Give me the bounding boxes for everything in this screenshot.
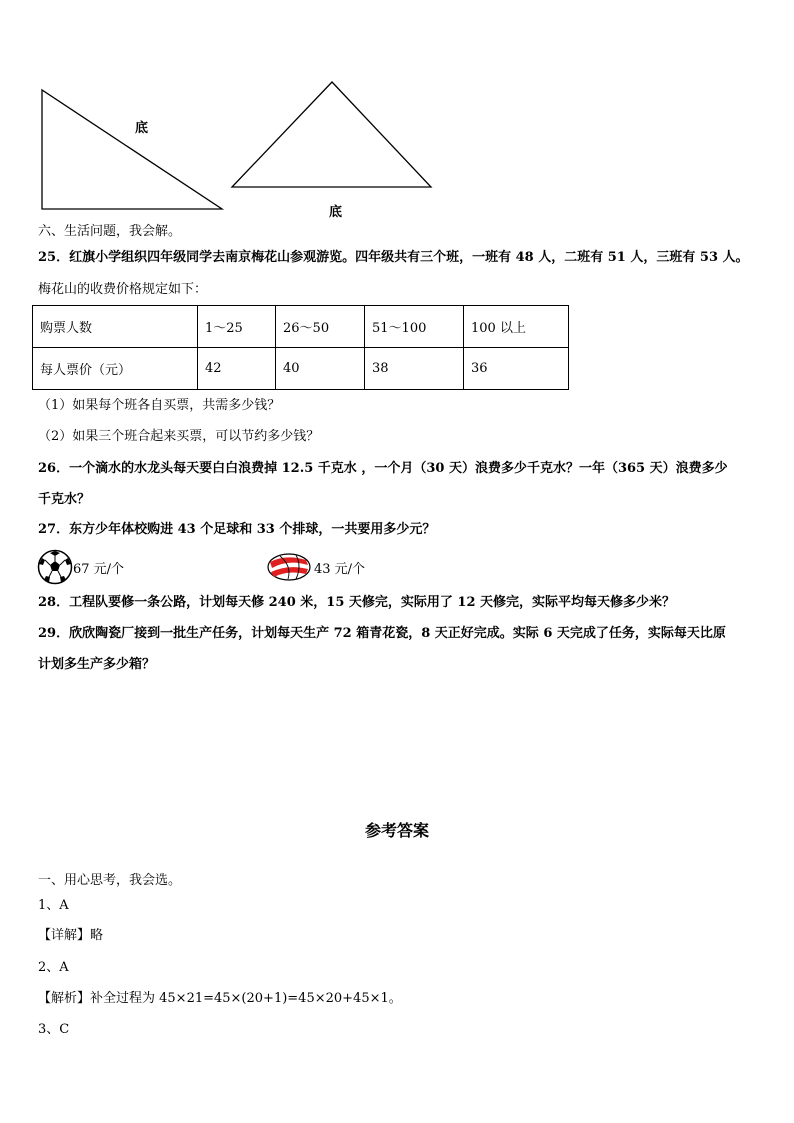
table-row: [33, 306, 569, 348]
price-table: [32, 305, 569, 390]
question-29-text: 29．欣欣陶瓷厂接到一批生产任务，计划每天生产 72 箱青花瓷，8 天正好完成。实际 6 天完成了任务，实际每天比原: [38, 626, 726, 641]
answer-1: 1、A: [38, 898, 69, 913]
table-cell: 40: [276, 348, 365, 390]
isosceles-triangle-figure: [230, 80, 435, 190]
volleyball-price: 43 元/个: [314, 562, 366, 577]
question-25-text: 25．红旗小学组织四年级同学去南京梅花山参观游览。四年级共有三个班，一班有 48 人，二班有 51 人，三班有 53 人。: [38, 250, 749, 265]
table-cell: 36: [464, 348, 569, 390]
question-26-text: 26．一个滴水的水龙头每天要白白浪费掉 12.5 千克水 ，一个月（30 天）浪费多少千克水？一年（365 天）浪费多少: [38, 461, 728, 476]
table-cell: 26～50: [276, 306, 365, 348]
table-cell: 每人票价（元）: [33, 348, 198, 390]
left-triangle-base-label: 底: [135, 121, 149, 136]
table-row: [33, 348, 569, 390]
question-28-text: 28．工程队要修一条公路，计划每天修 240 米，15 天修完，实际用了 12 天修完，实际平均每天修多少米？: [38, 595, 676, 610]
table-cell: 购票人数: [33, 306, 198, 348]
right-triangle-figure: [40, 88, 225, 213]
section-title: 六、生活问题，我会解。: [38, 224, 182, 239]
question-25-text-2: 梅花山的收费价格规定如下：: [38, 282, 208, 297]
answer-3: 3、C: [38, 1022, 70, 1037]
question-25-sub-2: （2）如果三个班合起来买票，可以节约多少钱？: [38, 429, 320, 444]
volleyball-icon: [266, 552, 312, 582]
answer-1-detail: 【详解】略: [38, 928, 104, 943]
question-26-text-2: 千克水？: [38, 492, 91, 507]
table-cell: 51～100: [365, 306, 464, 348]
table-cell: 1～25: [198, 306, 276, 348]
answer-2: 2、A: [38, 960, 69, 975]
soccer-ball-icon: [37, 549, 73, 585]
right-triangle-base-label: 底: [329, 205, 343, 220]
soccer-ball-price: 67 元/个: [73, 562, 125, 577]
question-29-text-2: 计划多生产多少箱？: [38, 657, 156, 672]
question-25-sub-1: （1）如果每个班各自买票，共需多少钱？: [38, 398, 281, 413]
table-cell: 42: [198, 348, 276, 390]
table-cell: 38: [365, 348, 464, 390]
answer-2-detail: 【解析】补全过程为 45×21=45×(20+1)=45×20+45×1。: [38, 991, 402, 1006]
table-cell: 100 以上: [464, 306, 569, 348]
question-27-text: 27．东方少年体校购进 43 个足球和 33 个排球，一共要用多少元？: [38, 522, 436, 537]
answers-section-title: 一、用心思考，我会选。: [38, 873, 182, 888]
answers-heading: 参考答案: [364, 821, 429, 840]
